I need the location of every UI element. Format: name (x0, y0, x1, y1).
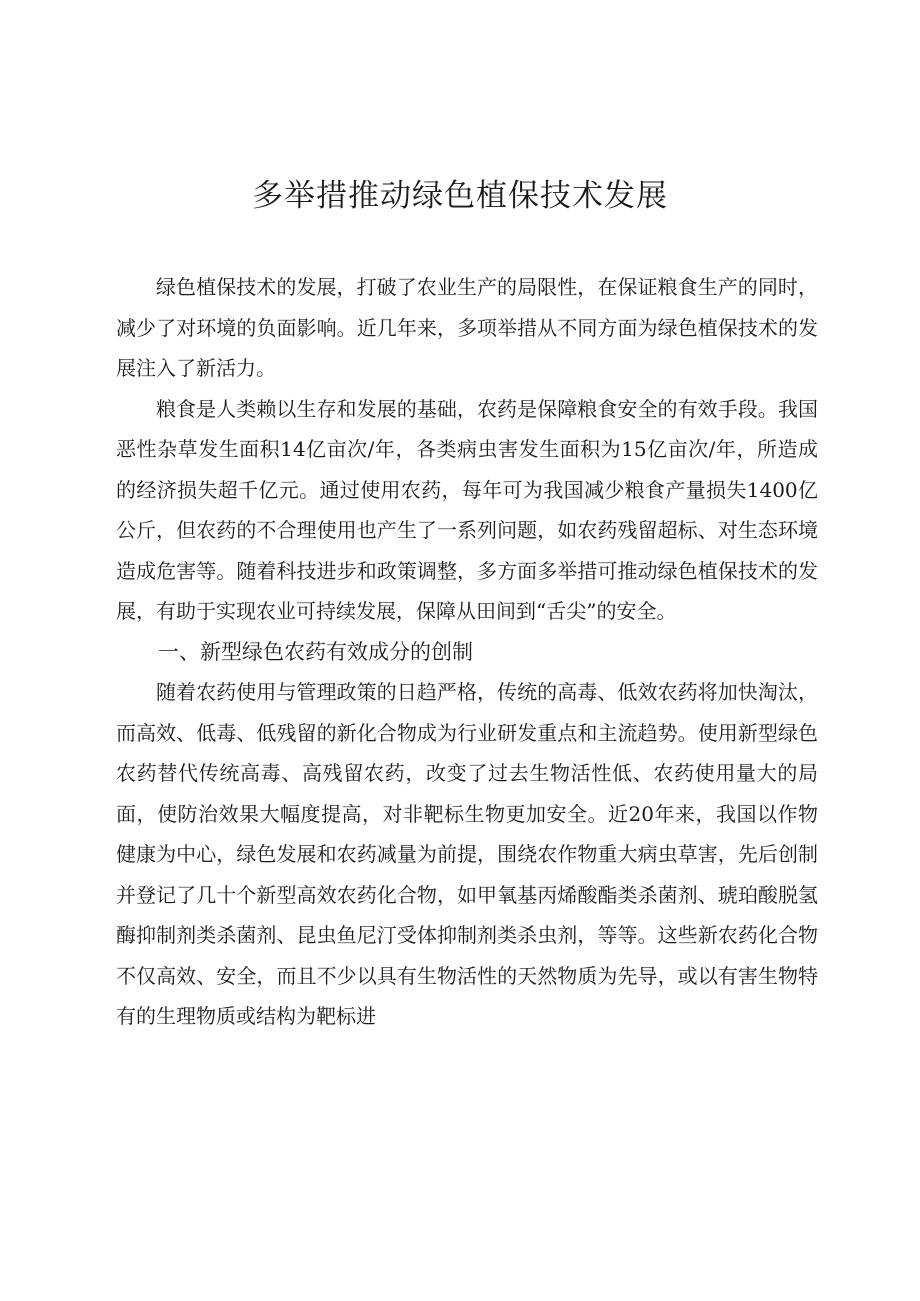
paragraph-background: 粮食是人类赖以生存和发展的基础，农药是保障粮食安全的有效手段。我国恶性杂草发生面积14亿亩次/年，各类病虫害发生面积为15亿亩次/年，所造成的经济损失超千亿元。通过使用农药，每年可为我国减少粮食产量损失1400亿公斤，但农药的不合理使用也产生了一系列问题，如农药残留超标、对生态环境造成危害等。随着科技进步和政策调整，多方面多举措可推动绿色植保技术的发展，有助于实现农业可持续发展，保障从田间到“舌尖”的安全。 (116, 396, 818, 623)
document-body (116, 267, 818, 1037)
paragraph-intro: 绿色植保技术的发展，打破了农业生产的局限性，在保证粮食生产的同时，减少了对环境的负面影响。近几年来，多项举措从不同方面为绿色植保技术的发展注入了新活力。 (116, 275, 818, 380)
document-title: 多举措推动绿色植保技术发展 (252, 178, 668, 214)
paragraph-section-one: 随着农药使用与管理政策的日趋严格，传统的高毒、低效农药将加快淘汰，而高效、低毒、低残留的新化合物成为行业研发重点和主流趋势。使用新型绿色农药替代传统高毒、高残留农药，改变了过去生物活性低、农药使用量大的局面，使防治效果大幅度提高，对非靶标生物更加安全。近20年来，我国以作物健康为中心，绿色发展和农药减量为前提，围绕农作物重大病虫草害，先后创制并登记了几十个新型高效农药化合物，如甲氧基丙烯酸酯类杀菌剂、琥珀酸脱氢酶抑制剂类杀菌剂、昆虫鱼尼汀受体抑制剂类杀虫剂，等等。这些新农药化合物不仅高效、安全，而且不少以具有生物活性的天然物质为先导，或以有害生物特有的生理物质或结构为靶标进 (116, 680, 818, 1028)
section-heading: 一、新型绿色农药有效成分的创制 (158, 639, 473, 664)
